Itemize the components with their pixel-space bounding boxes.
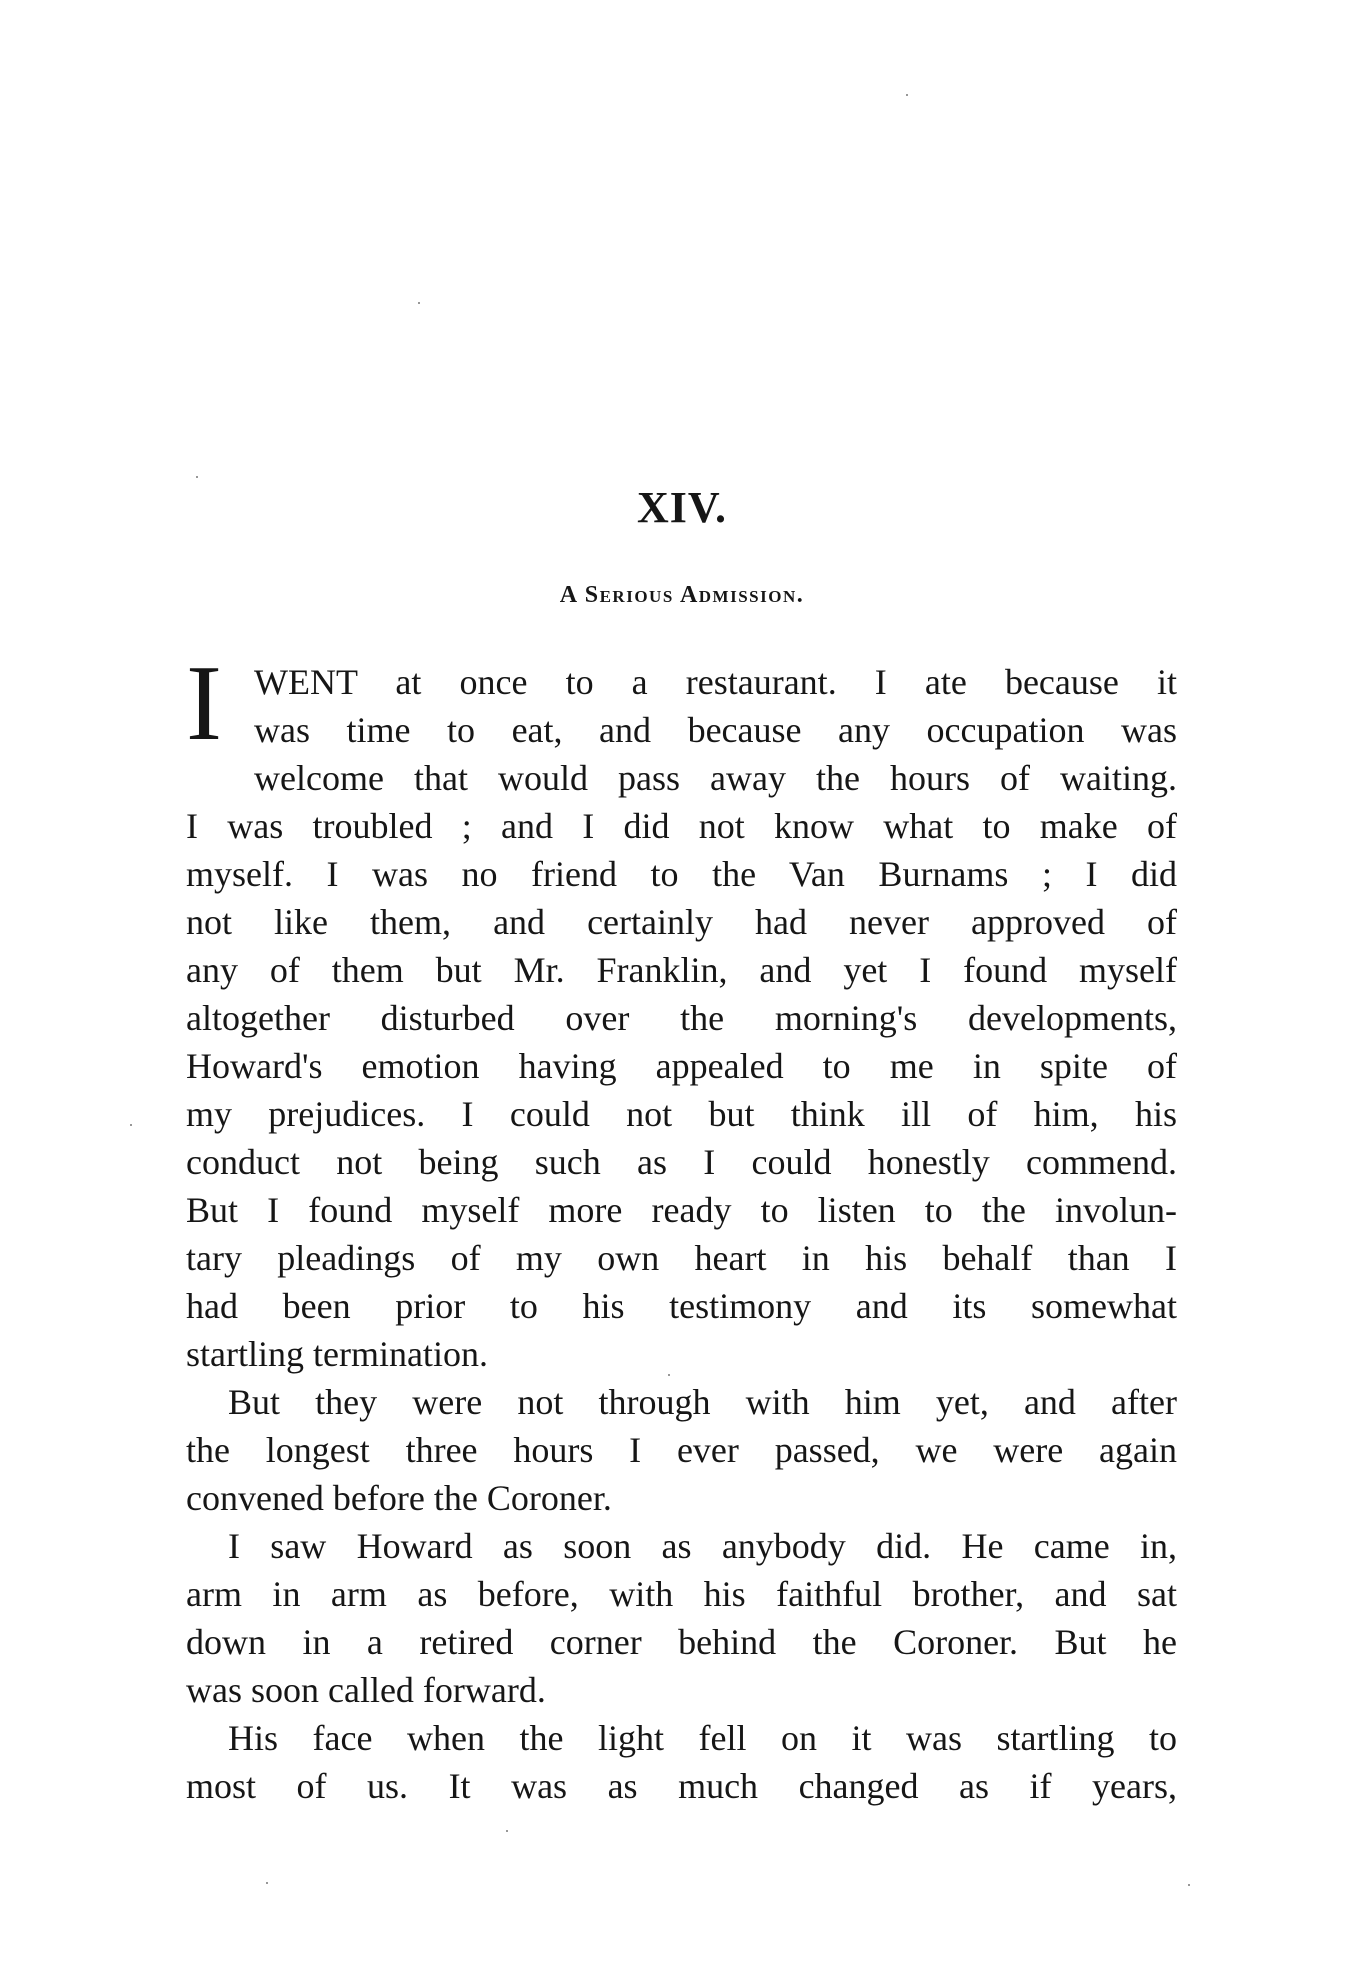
paper-speck xyxy=(1188,1884,1190,1886)
text-line: welcome that would pass away the hours of waiting. xyxy=(254,758,1177,798)
text-line: WENT at once to a restaurant. I ate because it xyxy=(254,662,1177,702)
text-line: conduct not being such as I could honestly commend. xyxy=(186,1142,1177,1182)
text-line: down in a retired corner behind the Coroner. But he xyxy=(186,1622,1177,1662)
text-line: most of us. It was as much changed as if years, xyxy=(186,1766,1177,1806)
text-line: Howard's emotion having appealed to me in spite of xyxy=(186,1046,1177,1086)
paper-speck xyxy=(906,94,908,96)
text-line: arm in arm as before, with his faithful brother, and sat xyxy=(186,1574,1177,1614)
text-line: myself. I was no friend to the Van Burnams ; I did xyxy=(186,854,1177,894)
paper-speck xyxy=(418,302,420,304)
text-line: was soon called forward. xyxy=(186,1670,546,1710)
paper-speck xyxy=(266,1882,268,1884)
text-line: altogether disturbed over the morning's developments, xyxy=(186,998,1177,1038)
paper-speck xyxy=(506,1830,508,1832)
paper-speck xyxy=(668,1374,670,1376)
text-line: any of them but Mr. Franklin, and yet I found myself xyxy=(186,950,1177,990)
text-line: convened before the Coroner. xyxy=(186,1478,612,1518)
drop-cap: I xyxy=(186,644,222,763)
text-line: But I found myself more ready to listen to the involun- xyxy=(186,1190,1177,1230)
text-line: tary pleadings of my own heart in his behalf than I xyxy=(186,1238,1177,1278)
text-line: not like them, and certainly had never approved of xyxy=(186,902,1177,942)
text-line: the longest three hours I ever passed, we were again xyxy=(186,1430,1177,1470)
text-line: But they were not through with him yet, and after xyxy=(228,1382,1177,1422)
text-line: I saw Howard as soon as anybody did. He came in, xyxy=(228,1526,1177,1566)
text-line: my prejudices. I could not but think ill of him, his xyxy=(186,1094,1177,1134)
text-line: I was troubled ; and I did not know what to make of xyxy=(186,806,1177,846)
text-line: was time to eat, and because any occupation was xyxy=(254,710,1177,750)
text-line: startling termination. xyxy=(186,1334,488,1374)
paper-speck xyxy=(130,1124,132,1126)
paper-speck xyxy=(196,476,198,478)
text-line: had been prior to his testimony and its somewhat xyxy=(186,1286,1177,1326)
chapter-title: A Serious Admission. xyxy=(559,582,805,608)
text-line: His face when the light fell on it was startling to xyxy=(228,1718,1177,1758)
chapter-number: XIV. xyxy=(636,483,727,532)
